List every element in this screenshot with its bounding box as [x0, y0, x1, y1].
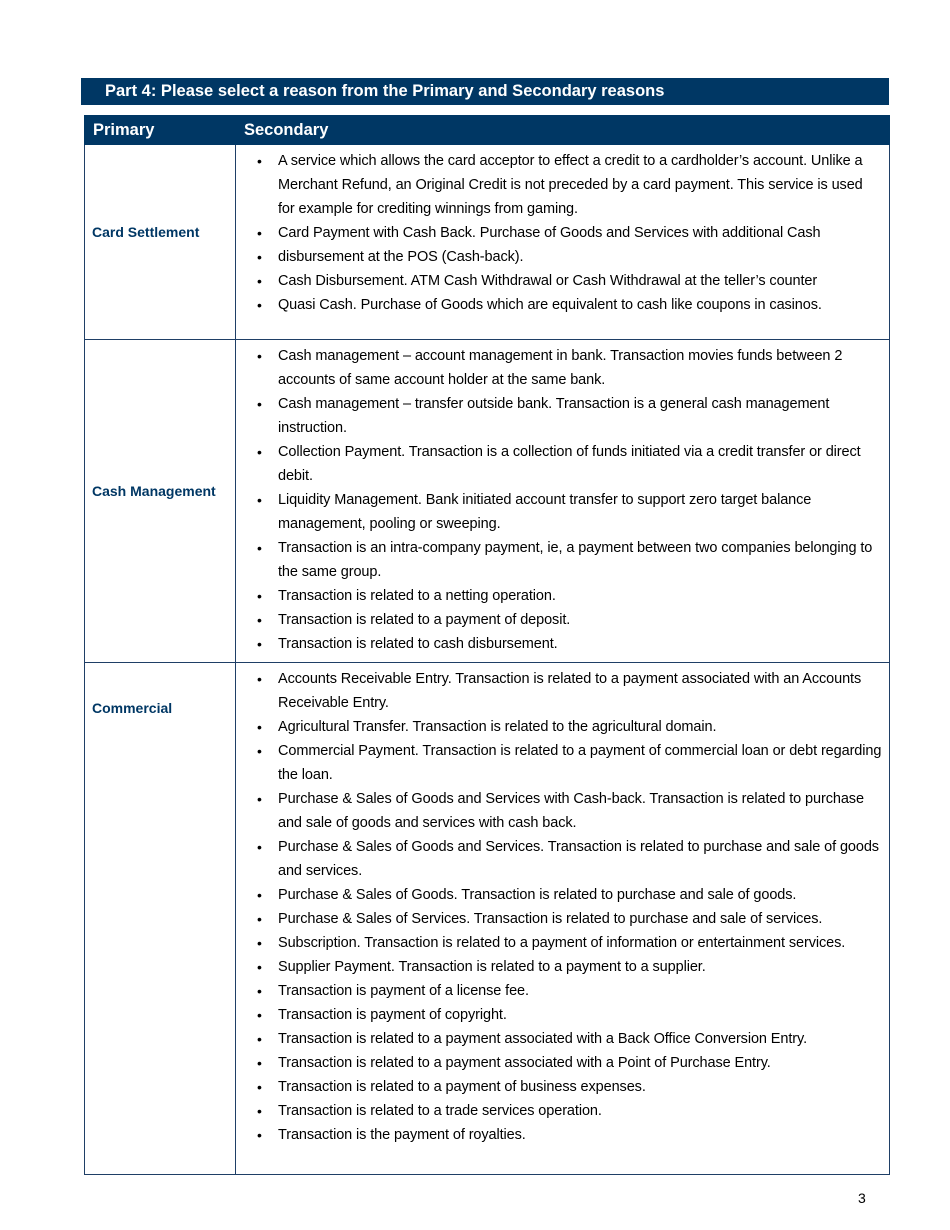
secondary-column-header: Secondary	[236, 116, 890, 145]
secondary-reasons	[236, 663, 890, 1175]
list-item: • Transaction is related to a payment of business expenses.	[278, 1075, 883, 1099]
list-item: • Cash management – transfer outside bank. Transaction is a general cash management instruction.	[278, 392, 883, 440]
list-item: • Subscription. Transaction is related to a payment of information or entertainment services.	[278, 931, 883, 955]
reasons-table	[84, 115, 890, 1175]
table-row	[85, 663, 890, 1175]
secondary-reason-list	[236, 145, 889, 323]
primary-reason-label: Commercial	[92, 700, 173, 716]
list-item: • Card Payment with Cash Back. Purchase of Goods and Services with additional Cash	[278, 221, 883, 245]
list-item: • Purchase & Sales of Goods and Services with Cash-back. Transaction is related to purchase and sale of goods and services with cash back.	[278, 787, 883, 835]
primary-reason	[85, 145, 236, 340]
list-item: • Transaction is related to a payment associated with a Back Office Conversion Entry.	[278, 1027, 883, 1051]
list-item: • A service which allows the card acceptor to effect a credit to a cardholder’s account. Unlike a Merchant Refund, an Original Credit is not preceded by a card payment. This service is used for example for crediting winnings from gaming.	[278, 149, 883, 221]
table-header-row	[85, 116, 890, 145]
primary-reason-label: Card Settlement	[92, 224, 200, 240]
list-item: • Transaction is related to a netting operation.	[278, 584, 883, 608]
list-item: • Commercial Payment. Transaction is related to a payment of commercial loan or debt regarding the loan.	[278, 739, 883, 787]
list-item: • Agricultural Transfer. Transaction is related to the agricultural domain.	[278, 715, 883, 739]
list-item: • Purchase & Sales of Services. Transaction is related to purchase and sale of services.	[278, 907, 883, 931]
primary-reason	[85, 340, 236, 663]
list-item: • Transaction is the payment of royalties.	[278, 1123, 883, 1147]
list-item: • Transaction is related to a payment of deposit.	[278, 608, 883, 632]
list-item: • disbursement at the POS (Cash-back).	[278, 245, 883, 269]
secondary-reasons	[236, 340, 890, 663]
secondary-reason-list	[236, 663, 889, 1153]
page-number: 3	[858, 1190, 866, 1206]
secondary-reasons	[236, 145, 890, 340]
part-4-header: Part 4: Please select a reason from the Primary and Secondary reasons	[81, 78, 889, 105]
list-item: • Liquidity Management. Bank initiated account transfer to support zero target balance management, pooling or sweeping.	[278, 488, 883, 536]
list-item: • Transaction is related to a trade services operation.	[278, 1099, 883, 1123]
primary-reason	[85, 663, 236, 1175]
list-item: • Supplier Payment. Transaction is related to a payment to a supplier.	[278, 955, 883, 979]
primary-column-header: Primary	[85, 116, 236, 145]
list-item: • Purchase & Sales of Goods and Services. Transaction is related to purchase and sale of goods and services.	[278, 835, 883, 883]
list-item: • Transaction is related to cash disbursement.	[278, 632, 883, 656]
list-item: • Quasi Cash. Purchase of Goods which are equivalent to cash like coupons in casinos.	[278, 293, 883, 317]
primary-reason-label: Cash Management	[92, 483, 216, 499]
list-item: • Cash management – account management in bank. Transaction movies funds between 2 accounts of same account holder at the same bank.	[278, 344, 883, 392]
table-row	[85, 340, 890, 663]
list-item: • Transaction is an intra-company payment, ie, a payment between two companies belonging to the same group.	[278, 536, 883, 584]
list-item: • Cash Disbursement. ATM Cash Withdrawal or Cash Withdrawal at the teller’s counter	[278, 269, 883, 293]
list-item: • Purchase & Sales of Goods. Transaction is related to purchase and sale of goods.	[278, 883, 883, 907]
table-row	[85, 145, 890, 340]
list-item: • Transaction is payment of copyright.	[278, 1003, 883, 1027]
list-item: • Accounts Receivable Entry. Transaction is related to a payment associated with an Accounts Receivable Entry.	[278, 667, 883, 715]
list-item: • Transaction is payment of a license fee.	[278, 979, 883, 1003]
secondary-reason-list	[236, 340, 889, 662]
list-item: • Transaction is related to a payment associated with a Point of Purchase Entry.	[278, 1051, 883, 1075]
list-item: • Collection Payment. Transaction is a collection of funds initiated via a credit transfer or direct debit.	[278, 440, 883, 488]
